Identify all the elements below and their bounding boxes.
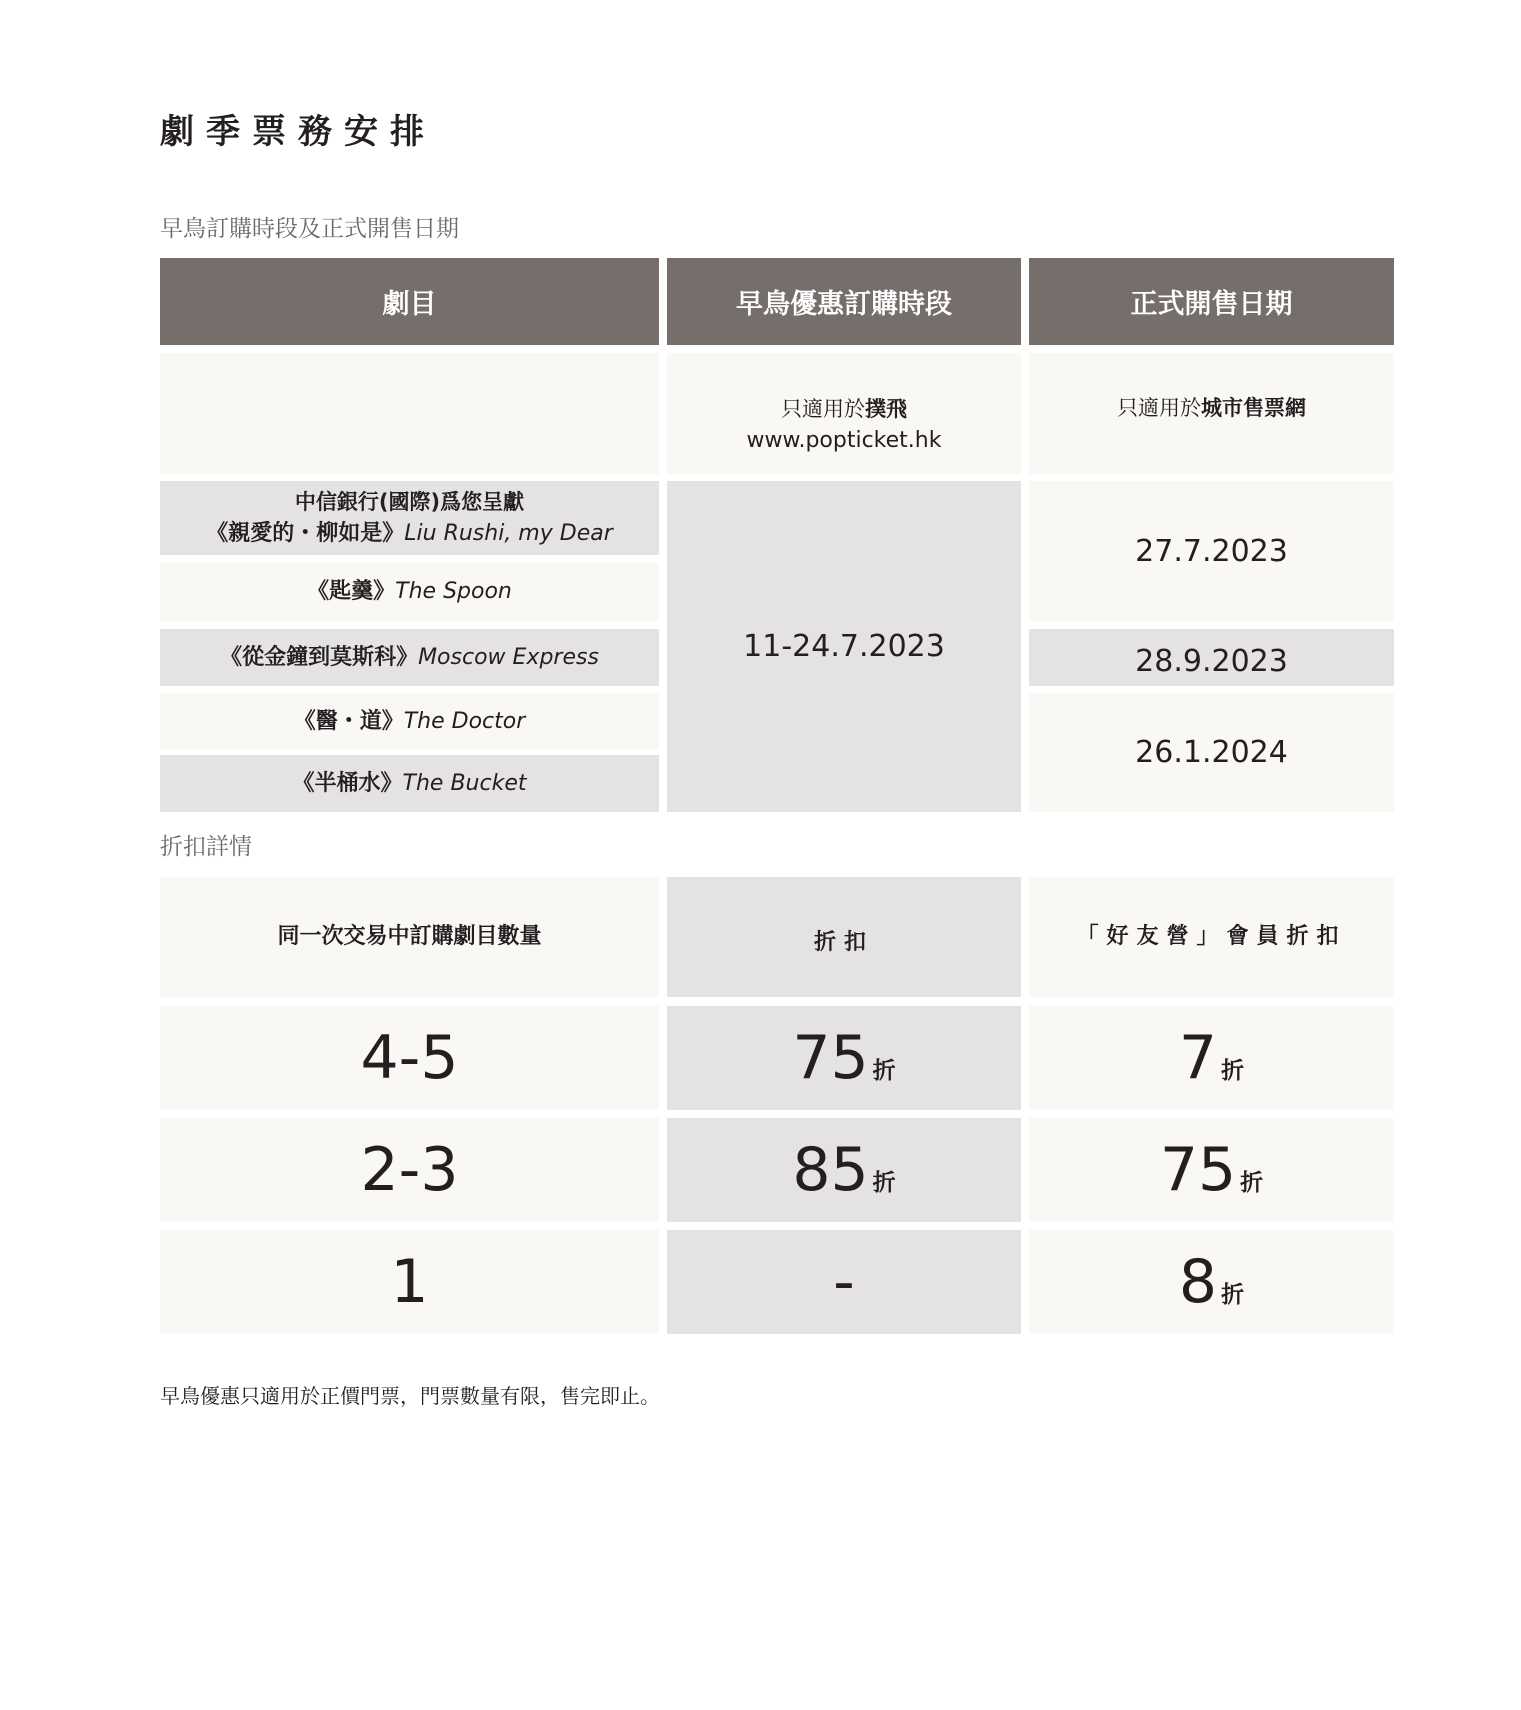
discount-value: 85: [792, 1135, 869, 1205]
discount-section-heading: 折扣詳情: [160, 834, 252, 860]
discount-cell: [667, 1118, 1021, 1222]
show-row: [160, 755, 659, 812]
header-show-label: 劇目: [382, 289, 437, 320]
show-title-zh: 《從金鐘到莫斯科》: [220, 644, 419, 670]
member-discount-cell: [1029, 1118, 1394, 1222]
show-title-zh: 《匙羹》: [307, 579, 396, 604]
early-period-cell: [667, 481, 1021, 812]
member-discount-value: 7: [1178, 1023, 1218, 1093]
discount-header-qty: [160, 877, 659, 997]
discount-unit: 折: [872, 1170, 896, 1196]
qty-cell: [160, 1006, 659, 1110]
sale-channel-note: [1029, 353, 1394, 474]
show-title-en: Moscow Express: [418, 644, 599, 670]
sale-date-cell: [1029, 629, 1394, 686]
discount-cell: [667, 1230, 1021, 1334]
show-title-en: The Spoon: [395, 579, 512, 604]
note-row-empty-cell: [160, 353, 659, 474]
header-early-period: [667, 258, 1021, 345]
early-note-prefix: 只適用於: [781, 396, 865, 421]
show-title-zh: 《醫・道》: [293, 708, 404, 734]
qty-value: 4-5: [360, 1023, 459, 1093]
sale-date-value: 28.9.2023: [1135, 644, 1288, 679]
show-title-en: Liu Rushi, my Dear: [404, 521, 613, 546]
show-row: [160, 629, 659, 686]
header-sale-date: [1029, 258, 1394, 345]
qty-value: 1: [390, 1247, 429, 1317]
show-title-en: The Bucket: [402, 770, 527, 796]
show-row: [160, 563, 659, 621]
qty-value: 2-3: [360, 1135, 459, 1205]
member-discount-cell: [1029, 1006, 1394, 1110]
discount-value: 75: [792, 1023, 869, 1093]
show-title-zh: 《親愛的・柳如是》: [206, 521, 405, 546]
header-sale-date-label: 正式開售日期: [1130, 289, 1293, 320]
early-period-value: 11-24.7.2023: [743, 629, 945, 664]
schedule-section-heading: 早鳥訂購時段及正式開售日期: [160, 216, 459, 242]
early-note-url[interactable]: www.popticket.hk: [746, 427, 942, 453]
footnote: 早鳥優惠只適用於正價門票，門票數量有限，售完即止。: [160, 1384, 660, 1408]
member-discount-cell: [1029, 1230, 1394, 1334]
sale-note-vendor: 城市售票網: [1201, 395, 1306, 420]
page-title: 劇季票務安排: [160, 112, 436, 152]
discount-header-discount: [667, 877, 1021, 997]
member-discount-unit: 折: [1221, 1282, 1245, 1308]
show-sponsor: 中信銀行(國際)爲您呈獻: [294, 490, 525, 514]
qty-cell: [160, 1230, 659, 1334]
qty-cell: [160, 1118, 659, 1222]
discount-header-qty-label: 同一次交易中訂購劇目數量: [277, 924, 542, 949]
show-row: [160, 481, 659, 555]
early-channel-note: [667, 353, 1021, 474]
sale-note-prefix: 只適用於: [1117, 395, 1201, 420]
show-row: [160, 693, 659, 750]
early-note-vendor: 撲飛: [865, 396, 907, 421]
discount-header-member-label: 「好友營」會員折扣: [1076, 924, 1347, 949]
show-title-zh: 《半桶水》: [292, 770, 403, 796]
discount-header-discount-label: 折扣: [813, 930, 874, 955]
discount-cell: [667, 1006, 1021, 1110]
sale-date-cell: [1029, 481, 1394, 621]
sale-date-value: 26.1.2024: [1135, 735, 1288, 770]
header-early-period-label: 早鳥優惠訂購時段: [736, 289, 952, 320]
sale-date-cell: [1029, 693, 1394, 812]
discount-unit: 折: [872, 1058, 896, 1084]
discount-value: -: [833, 1247, 855, 1317]
member-discount-unit: 折: [1240, 1170, 1264, 1196]
member-discount-value: 8: [1178, 1247, 1218, 1317]
sale-date-value: 27.7.2023: [1135, 533, 1288, 569]
header-show: [160, 258, 659, 345]
show-title-en: The Doctor: [403, 708, 526, 734]
member-discount-value: 75: [1159, 1135, 1237, 1205]
member-discount-unit: 折: [1221, 1058, 1245, 1084]
discount-header-member: [1029, 877, 1394, 997]
